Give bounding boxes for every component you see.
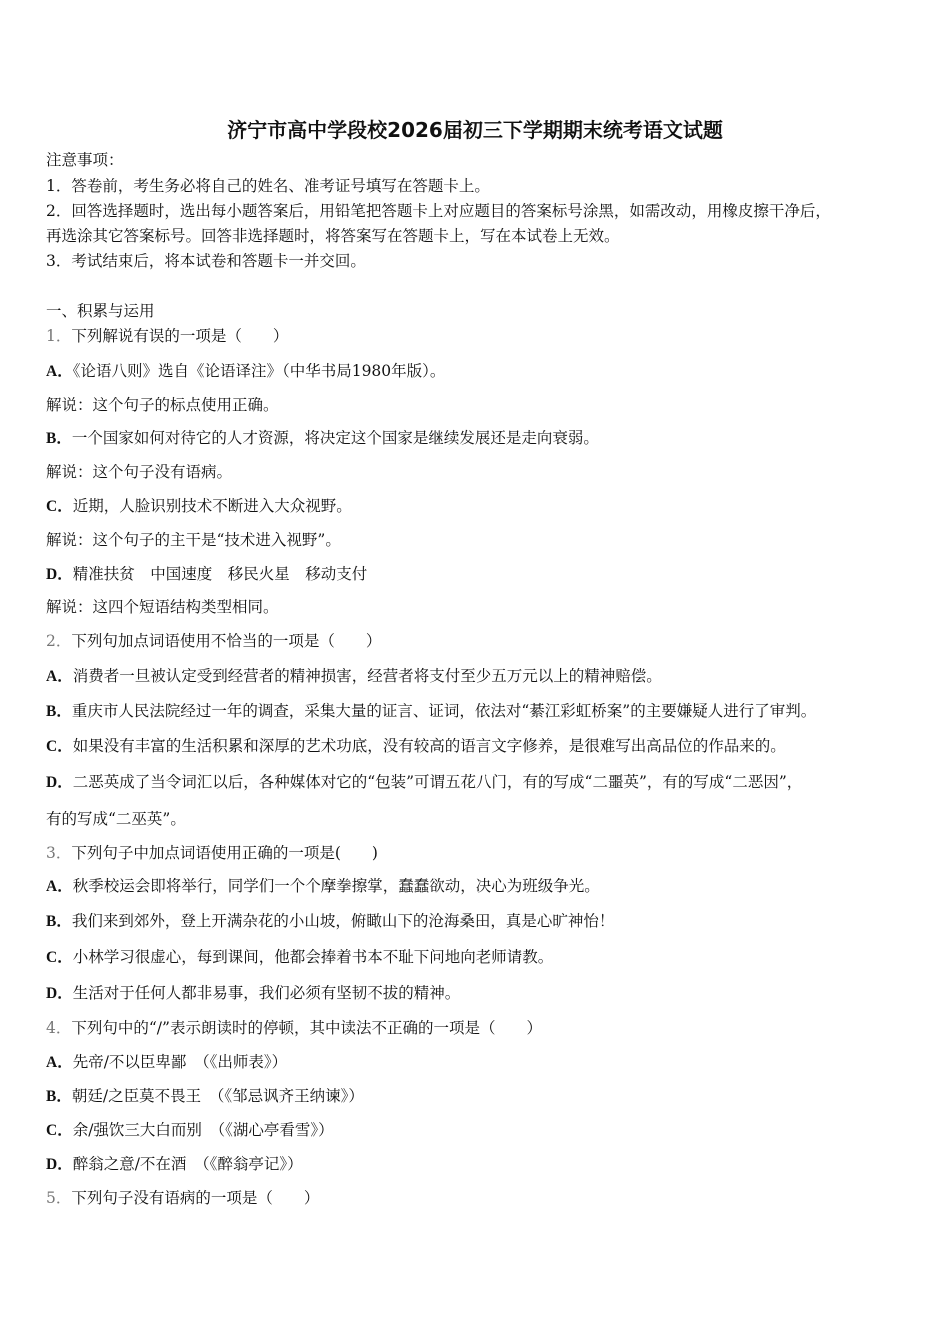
option-b xyxy=(46,1086,364,1107)
option-text: 二恶英成了当令词汇以后，各种媒体对它的“包装”可谓五花八门，有的写成“二噩英”，有的写成“二恶因”， xyxy=(72,773,803,791)
option-b xyxy=(46,911,614,932)
stem-text: 下列句子没有语病的一项是（ ） xyxy=(71,1189,320,1207)
option-d-continued: 有的写成“二巫英”。 xyxy=(46,810,186,828)
stem-text: 下列解说有误的一项是（ ） xyxy=(71,327,289,345)
option-letter: A． xyxy=(46,363,73,380)
option-text: 小林学习很虚心，每到课间，他都会捧着书本不耻下问地向老师请教。 xyxy=(72,948,554,966)
option-text: 重庆市人民法院经过一年的调查，采集大量的证言、证词，依法对“綦江彩虹桥案”的主要嫌疑人进行了审判。 xyxy=(71,702,817,720)
option-c xyxy=(46,1120,334,1141)
option-a xyxy=(46,1052,287,1073)
notice-item: 再选涂其它答案标号。回答非选择题时，将答案写在答题卡上，写在本试卷上无效。 xyxy=(46,227,620,245)
option-letter: B． xyxy=(46,1088,72,1105)
question-4-stem xyxy=(46,1018,542,1038)
option-text: 先帝/不以臣卑鄙 （《出师表》） xyxy=(72,1053,288,1071)
stem-text: 下列句子中加点词语使用正确的一项是( ) xyxy=(71,844,378,862)
option-letter: C． xyxy=(46,498,73,515)
notice-item: 3．考试结束后，将本试卷和答题卡一并交回。 xyxy=(46,252,366,270)
option-letter: B． xyxy=(46,430,72,447)
stem-text: 下列句中的“/”表示朗读时的停顿，其中读法不正确的一项是（ ） xyxy=(71,1019,542,1037)
option-letter: D． xyxy=(46,566,73,583)
notice-item: 1．答卷前，考生务必将自己的姓名、准考证号填写在答题卡上。 xyxy=(46,177,490,195)
option-a xyxy=(46,666,662,687)
stem-text: 下列句加点词语使用不恰当的一项是（ ） xyxy=(71,632,382,650)
option-d xyxy=(46,983,460,1004)
notice-heading: 注意事项： xyxy=(46,151,124,169)
option-letter: A． xyxy=(46,668,73,685)
option-a xyxy=(46,876,600,897)
option-letter: A． xyxy=(46,878,73,895)
notice-item: 2．回答选择题时，选出每小题答案后，用铅笔把答题卡上对应题目的答案标号涂黑，如需改动，用橡皮擦干净后， xyxy=(46,202,831,220)
question-2-stem xyxy=(46,631,381,651)
option-text: 消费者一旦被认定受到经营者的精神损害，经营者将支付至少五万元以上的精神赔偿。 xyxy=(72,667,662,685)
option-letter: B． xyxy=(46,913,72,930)
option-c xyxy=(46,947,553,968)
option-text: 精准扶贫 中国速度 移民火星 移动支付 xyxy=(72,565,368,583)
option-text: 余/强饮三大白而别 （《湖心亭看雪》） xyxy=(72,1121,334,1139)
option-c xyxy=(46,496,352,517)
page-title: 济宁市高中学段校2026届初三下学期期末统考语文试题 xyxy=(227,118,723,142)
option-text: 秋季校运会即将举行，同学们一个个摩拳擦掌，蠢蠢欲动，决心为班级争光。 xyxy=(72,877,600,895)
option-letter: A． xyxy=(46,1054,73,1071)
question-number: 2． xyxy=(46,632,72,650)
option-b xyxy=(46,701,816,722)
question-3-stem xyxy=(46,843,378,863)
question-number: 1． xyxy=(46,327,72,345)
explanation: 解说：这个句子没有语病。 xyxy=(46,463,233,481)
option-letter: D． xyxy=(46,985,73,1002)
option-text: 一个国家如何对待它的人才资源，将决定这个国家是继续发展还是走向衰弱。 xyxy=(71,429,599,447)
option-letter: C． xyxy=(46,949,73,966)
option-text: 朝廷/之臣莫不畏王 （《邹忌讽齐王纳谏》） xyxy=(71,1087,364,1105)
explanation: 解说：这四个短语结构类型相同。 xyxy=(46,598,279,616)
option-d xyxy=(46,564,367,585)
explanation: 解说：这个句子的主干是“技术进入视野”。 xyxy=(46,531,341,549)
section-heading: 一、积累与运用 xyxy=(46,302,155,320)
question-number: 4． xyxy=(46,1019,72,1037)
option-letter: D． xyxy=(46,774,73,791)
option-text: 醉翁之意/不在酒 （《醉翁亭记》） xyxy=(72,1155,303,1173)
option-a xyxy=(46,361,445,382)
question-5-stem xyxy=(46,1188,319,1208)
option-d xyxy=(46,1154,303,1175)
option-letter: C． xyxy=(46,738,73,755)
question-number: 3． xyxy=(46,844,72,862)
option-text: 《论语八则》选自《论语译注》（中华书局1980年版）。 xyxy=(72,362,446,380)
option-text: 生活对于任何人都非易事，我们必须有坚韧不拔的精神。 xyxy=(72,984,461,1002)
option-b xyxy=(46,428,599,449)
option-d xyxy=(46,772,802,793)
option-text: 我们来到郊外，登上开满杂花的小山坡，俯瞰山下的沧海桑田，真是心旷神怡！ xyxy=(71,912,615,930)
option-text: 如果没有丰富的生活积累和深厚的艺术功底，没有较高的语言文字修养，是很难写出高品位的作品来的。 xyxy=(72,737,786,755)
option-letter: B． xyxy=(46,703,72,720)
option-letter: C． xyxy=(46,1122,73,1139)
option-letter: D． xyxy=(46,1156,73,1173)
question-number: 5． xyxy=(46,1189,72,1207)
option-c xyxy=(46,736,786,757)
option-text: 近期，人脸识别技术不断进入大众视野。 xyxy=(72,497,352,515)
explanation: 解说：这个句子的标点使用正确。 xyxy=(46,396,279,414)
question-1-stem xyxy=(46,326,288,346)
